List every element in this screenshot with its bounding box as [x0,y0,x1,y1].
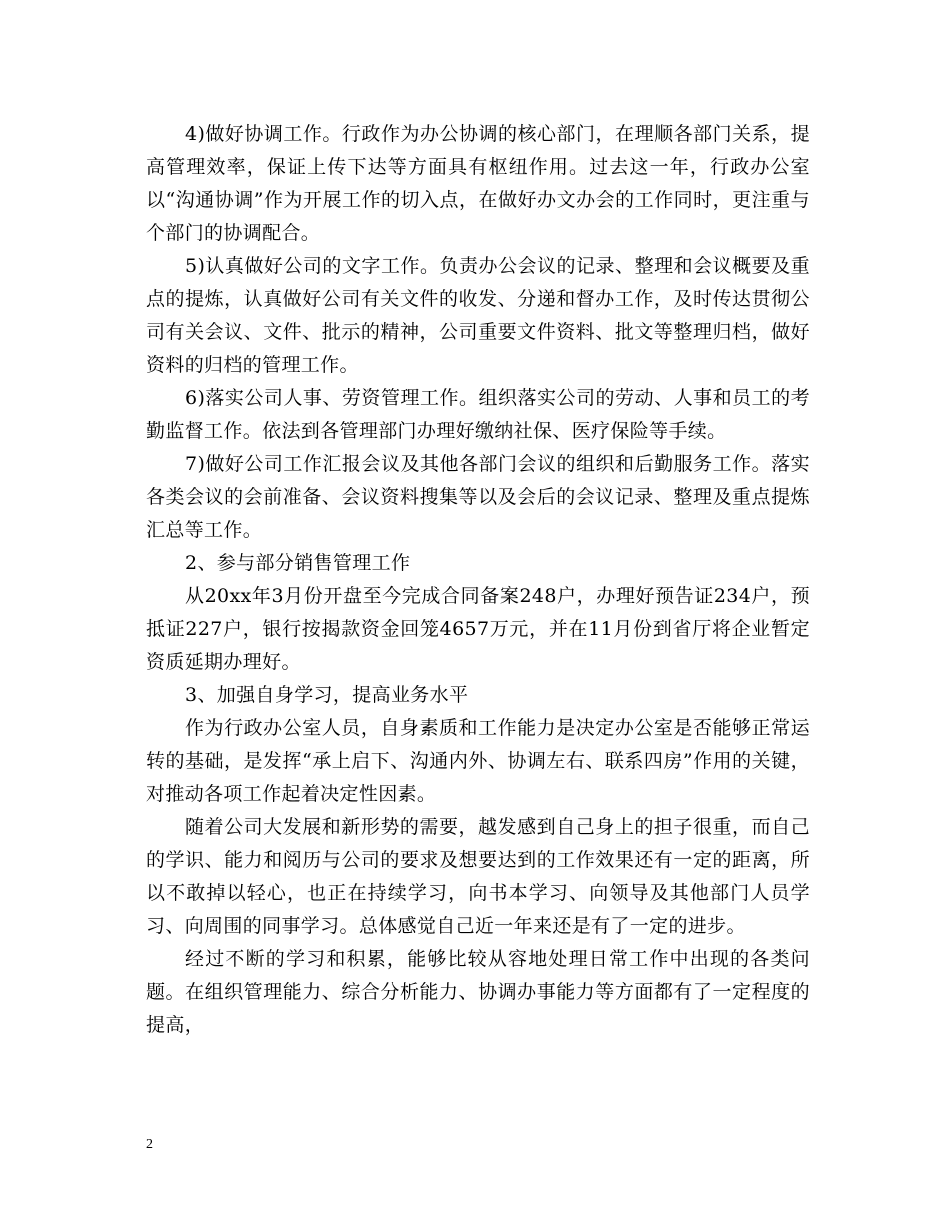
paragraph-skill-improvement: 经过不断的学习和积累，能够比较从容地处理日常工作中出现的各类问题。在组织管理能力、综合分析能力、协调办事能力等方面都有了一定程度的提高， [146,948,810,1036]
section-heading-self-study: 3、加强自身学习，提高业务水平 [185,684,469,706]
paragraph-continuous-learning: 随着公司大发展和新形势的需要，越发感到自己身上的担子很重，而自己的学识、能力和阅历与公司的要求及想要达到的工作效果还有一定的距离，所以不敢掉以轻心，也正在持续学习，向书本学习、向领导及其他部门人员学习、向周围的同事学习。总体感觉自己近一年来还是有了一定的进步。 [146,816,810,937]
paragraph-coordination-work: 4)做好协调工作。行政作为办公协调的核心部门，在理顺各部门关系，提高管理效率，保证上传下达等方面具有枢纽作用。过去这一年，行政办公室以“沟通协调”作为开展工作的切入点，在做好办文办会的工作同时，更注重与个部门的协调配合。 [146,123,810,244]
paragraph-personnel-management: 6)落实公司人事、劳资管理工作。组织落实公司的劳动、人事和员工的考勤监督工作。依法到各管理部门办理好缴纳社保、医疗保险等手续。 [146,387,810,442]
paragraph-sales-figures: 从20xx年3月份开盘至今完成合同备案248户，办理好预告证234户，预抵证227户，银行按揭款资金回笼4657万元，并在11月份到省厅将企业暂定资质延期办理好。 [146,585,810,673]
paragraph-writing-work: 5)认真做好公司的文字工作。负责办公会议的记录、整理和会议概要及重点的提炼，认真做好公司有关文件的收发、分递和督办工作，及时传达贯彻公司有关会议、文件、批示的精神，公司重要文件资料、批文等整理归档，做好资料的归档的管理工作。 [146,255,810,376]
document-body [146,118,810,1042]
paragraph-meeting-organization: 7)做好公司工作汇报会议及其他各部门会议的组织和后勤服务工作。落实各类会议的会前准备、会议资料搜集等以及会后的会议记录、整理及重点提炼汇总等工作。 [146,453,810,541]
page-number: 2 [146,1137,153,1152]
section-heading-sales-management: 2、参与部分销售管理工作 [185,552,411,574]
paragraph-office-staff-role: 作为行政办公室人员，自身素质和工作能力是决定办公室是否能够正常运转的基础，是发挥“承上启下、沟通内外、协调左右、联系四房”作用的关键，对推动各项工作起着决定性因素。 [146,717,810,805]
